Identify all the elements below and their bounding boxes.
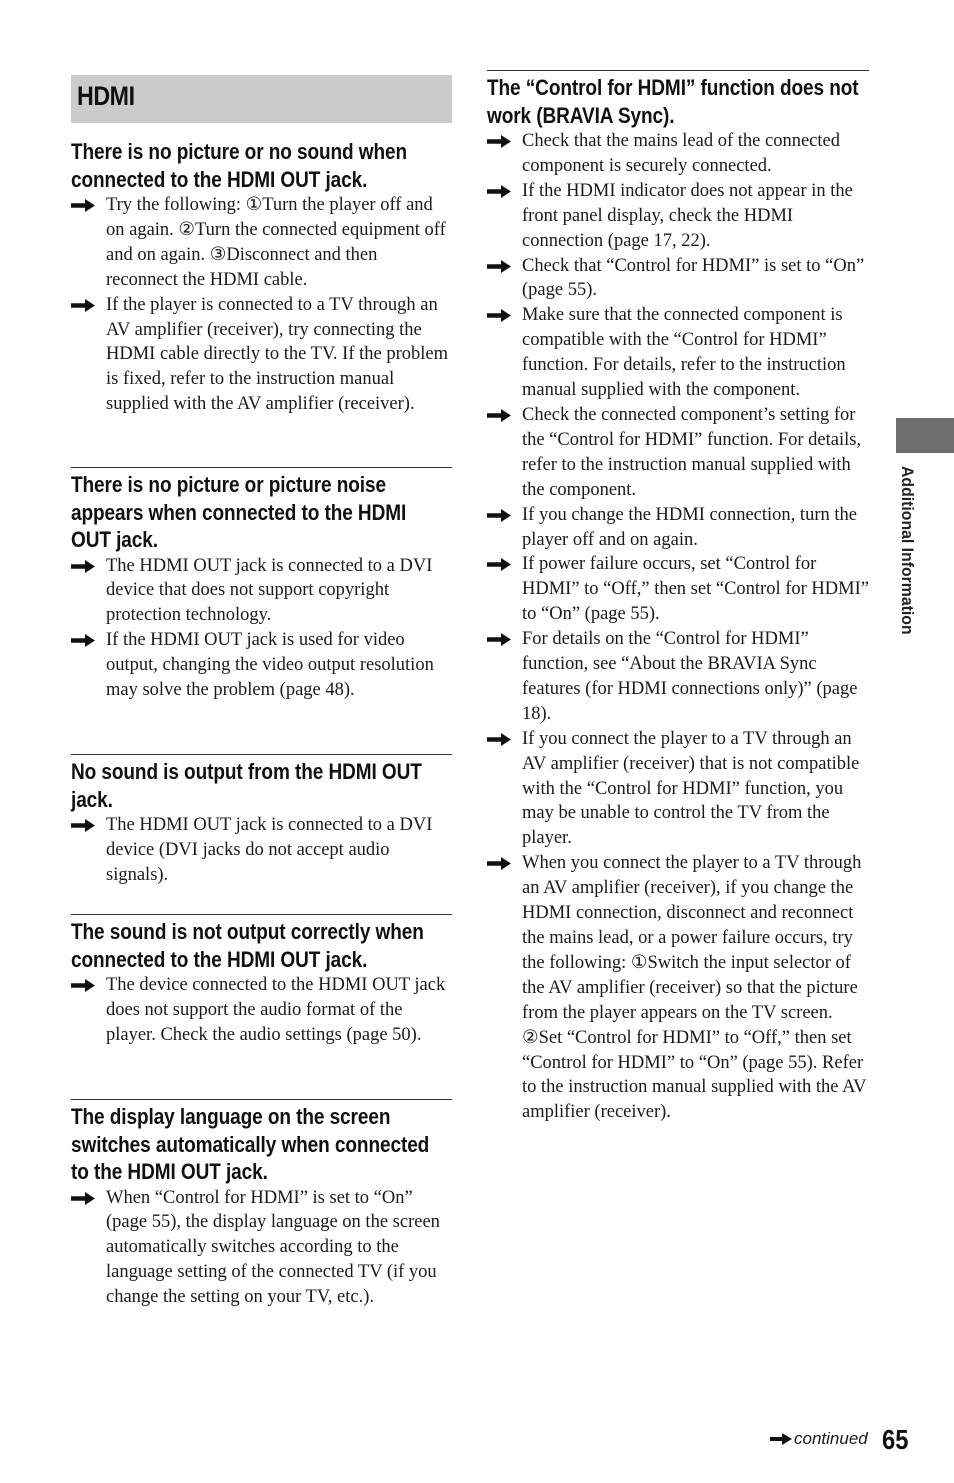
remedy-item: [487, 503, 869, 553]
remedy-text: The device connected to the HDMI OUT jack does not support the audio format of the player. Check the audio settings (page 50).: [106, 975, 446, 1045]
arrow-icon: [487, 733, 511, 746]
remedy-item: [71, 554, 452, 629]
remedy-text: If the HDMI indicator does not appear in the front panel display, check the HDMI connection (page 17, 22).: [522, 180, 853, 251]
continued-label: continued: [794, 1429, 868, 1448]
remedy-text: If you change the HDMI connection, turn the player off and on again.: [522, 504, 857, 550]
troubleshoot-section-control-for-hdmi: [487, 70, 869, 1125]
section-title: HDMI: [77, 81, 135, 111]
remedy-text: Check that “Control for HDMI” is set to “On” (page 55).: [522, 255, 865, 301]
remedy-text: If the player is connected to a TV through an AV amplifier (receiver), try connecting the HDMI cable directly to the TV. If the problem is fixed, refer to the instruction manual supplied with the AV amplifier (receiver).: [106, 294, 448, 415]
arrow-icon: [71, 819, 95, 832]
arrow-icon: [487, 309, 511, 322]
remedy-item: [487, 727, 869, 852]
page-number: 65: [882, 1424, 909, 1455]
remedy-item: [487, 179, 869, 254]
remedy-text: Try the following: ①Turn the player off and on again. ②Turn the connected equipment off and on again. ③Disconnect and then reconnect the HDMI cable.: [106, 195, 446, 290]
troubleshoot-heading: The sound is not output correctly when connected to the HDMI OUT jack.: [71, 919, 424, 972]
troubleshoot-section-display-language: [71, 1099, 452, 1310]
arrow-icon: [71, 199, 95, 212]
remedy-text: Make sure that the connected component is compatible with the “Control for HDMI” function. For details, refer to the instruction manual supplied with the component.: [522, 305, 846, 401]
remedy-item: [71, 293, 452, 418]
troubleshoot-heading: There is no picture or picture noise appears when connected to the HDMI OUT jack.: [71, 472, 407, 552]
arrow-icon: [487, 857, 511, 870]
remedy-text: The HDMI OUT jack is connected to a DVI device that does not support copyright protection technology.: [106, 555, 433, 626]
arrow-icon: [71, 979, 95, 992]
arrow-icon: [487, 260, 511, 273]
arrow-icon: [487, 509, 511, 522]
remedy-item: [71, 1186, 452, 1311]
remedy-item: [487, 129, 869, 179]
continued-arrow-icon: [770, 1433, 792, 1445]
remedy-text: Check the connected component’s setting for the “Control for HDMI” function. For details, refer to the instruction manual supplied with the component.: [522, 404, 862, 500]
troubleshoot-heading: The display language on the screen switches automatically when connected to the HDMI OUT jack.: [71, 1104, 430, 1184]
troubleshoot-heading: The “Control for HDMI” function does not work (BRAVIA Sync).: [487, 75, 859, 128]
remedy-item: [487, 851, 869, 1125]
remedy-item: [71, 973, 452, 1048]
arrow-icon: [487, 135, 511, 148]
troubleshoot-section-sound-incorrect: [71, 914, 452, 1048]
remedy-item: [71, 193, 452, 293]
remedy-item: [71, 813, 452, 888]
remedy-text: For details on the “Control for HDMI” function, see “About the BRAVIA Sync features (for HDMI connections only)” (page 18).: [522, 629, 858, 724]
remedy-text: If power failure occurs, set “Control for HDMI” to “Off,” then set “Control for HDMI” to “On” (page 55).: [522, 554, 869, 625]
arrow-icon: [487, 558, 511, 571]
arrow-icon: [487, 633, 511, 646]
remedy-item: [71, 628, 452, 703]
troubleshoot-section-picture-noise: [71, 467, 452, 703]
arrow-icon: [71, 1192, 95, 1205]
arrow-icon: [71, 299, 95, 312]
continued-indicator: [770, 1428, 868, 1450]
troubleshoot-section-no-picture-sound: [71, 138, 452, 417]
chapter-tab-label: Additional Information: [898, 466, 917, 635]
remedy-item: [487, 627, 869, 727]
remedy-item: [487, 254, 869, 304]
remedy-item: [487, 303, 869, 403]
remedy-text: Check that the mains lead of the connected component is securely connected.: [522, 131, 840, 176]
arrow-icon: [71, 634, 95, 647]
remedy-text: When you connect the player to a TV through an AV amplifier (receiver), if you change the HDMI connection, disconnect and reconnect the mains lead, or a power failure occurs, try the following: ①Switch the input selector of the AV amplifier (receiver) so that the picture from the player appears on the TV screen. ②Set “Control for HDMI” to “Off,” then set “Control for HDMI” to “On” (page 55). Refer to the instruction manual supplied with the AV amplifier (receiver).: [522, 853, 867, 1123]
arrow-icon: [487, 409, 511, 422]
section-title-box: [71, 75, 452, 123]
troubleshoot-section-no-sound: [71, 754, 452, 888]
remedy-text: The HDMI OUT jack is connected to a DVI device (DVI jacks do not accept audio signals).: [106, 815, 433, 885]
remedy-item: [487, 403, 869, 503]
remedy-text: If the HDMI OUT jack is used for video output, changing the video output resolution may solve the problem (page 48).: [106, 630, 434, 701]
remedy-text: If you connect the player to a TV through an AV amplifier (receiver) that is not compatible with the “Control for HDMI” function, you may be unable to control the TV from the player.: [522, 728, 860, 849]
chapter-tab-marker: [896, 418, 954, 453]
arrow-icon: [71, 560, 95, 573]
arrow-icon: [487, 185, 511, 198]
remedy-text: When “Control for HDMI” is set to “On” (page 55), the display language on the screen automatically switches according to the language setting of the connected TV (if you change the setting on your TV, etc.).: [106, 1187, 440, 1308]
troubleshoot-heading: No sound is output from the HDMI OUT jack.: [71, 759, 422, 812]
remedy-item: [487, 552, 869, 627]
troubleshoot-heading: There is no picture or no sound when connected to the HDMI OUT jack.: [71, 139, 408, 192]
